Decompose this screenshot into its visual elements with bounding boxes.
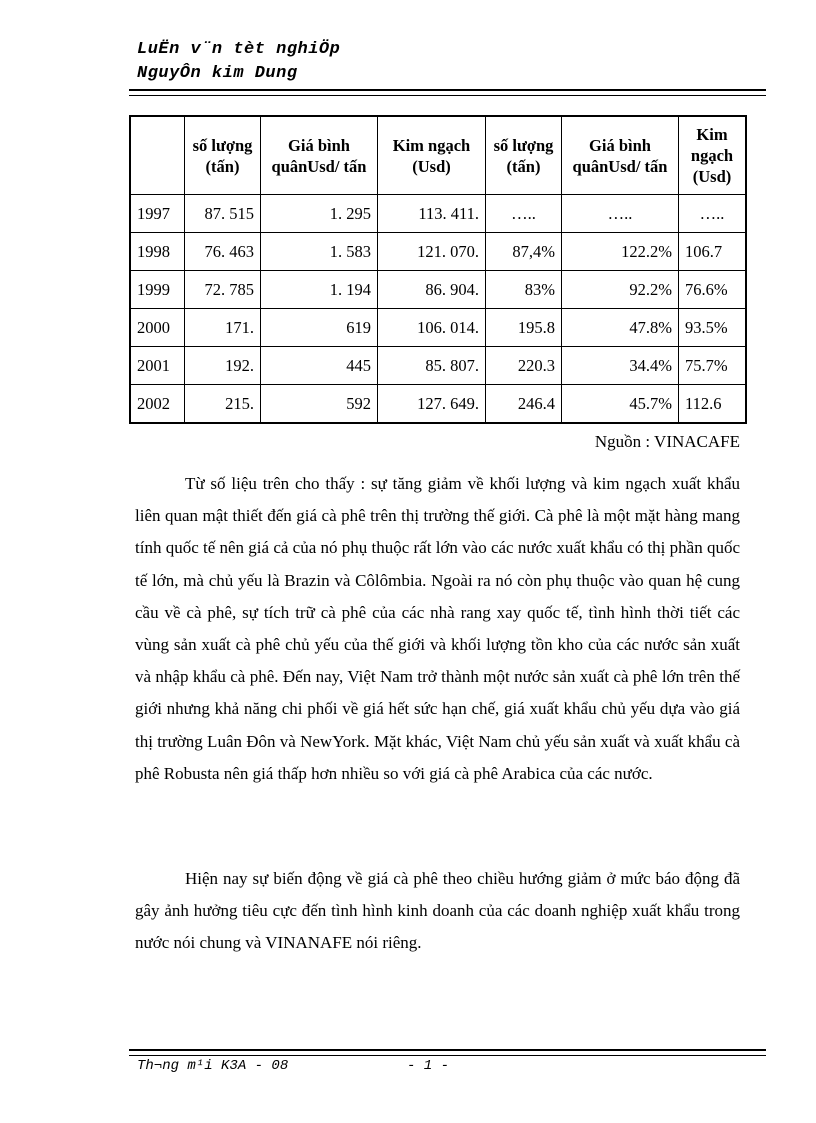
table-header-cell: Kim ngạch (Usd) xyxy=(378,116,486,195)
table-cell: 113. 411. xyxy=(378,195,486,233)
table-cell: 92.2% xyxy=(562,271,679,309)
table-cell: 72. 785 xyxy=(185,271,261,309)
table-row xyxy=(130,309,746,347)
table-header-cell: số lượng (tấn) xyxy=(486,116,562,195)
table-cell: 619 xyxy=(261,309,378,347)
table-cell: 246.4 xyxy=(486,385,562,424)
table-cell: 87. 515 xyxy=(185,195,261,233)
table-cell: 215. xyxy=(185,385,261,424)
table-cell: 220.3 xyxy=(486,347,562,385)
table-row xyxy=(130,347,746,385)
table-cell: 1. 583 xyxy=(261,233,378,271)
paragraph-1-text: Từ số liệu trên cho thấy : sự tăng giảm về khối lượng và kim ngạch xuất khẩu liên quan mật thiết đến giá cà phê trên thị trường thế giới. Cà phê là một mặt hàng mang tính quốc tế nên giá cả của nó phụ thuộc rất lớn vào các nước xuất khẩu có thị phần quốc tế lớn, mà chủ yếu là Brazin và Côlômbia. Ngoài ra nó còn phụ thuộc vào quan hệ cung cầu về cà phê, sự tích trữ cà phê của các nhà rang xay quốc tế, tình hình thời tiết các vùng sản xuất cà phê chủ yếu của thế giới và khối lượng tồn kho của các nước sản xuất và nhập khẩu cà phê. Đến nay, Việt Nam trở thành một nước sản xuất cà phê lớn trên thế giới nhưng khả năng chi phối về giá hết sức hạn chế, giá xuất khẩu chủ yếu dựa vào giá thị trường Luân Đôn và NewYork. Mặt khác, Việt Nam chủ yếu sản xuất và xuất khẩu cà phê Robusta nên giá thấp hơn nhiều so với giá cà phê Arabica của các nước. xyxy=(135,474,740,783)
table-row xyxy=(130,271,746,309)
table-row xyxy=(130,195,746,233)
table-cell: ….. xyxy=(679,195,747,233)
table-cell: 127. 649. xyxy=(378,385,486,424)
table-cell: 2000 xyxy=(130,309,185,347)
table-cell: 75.7% xyxy=(679,347,747,385)
table-cell: 1. 194 xyxy=(261,271,378,309)
paragraph-2 xyxy=(135,863,740,960)
page-number: - 1 - xyxy=(407,1058,450,1074)
footer-rule xyxy=(129,1049,766,1056)
footer-label: Th¬ng m¹i K3A - 08 xyxy=(137,1058,289,1074)
page-footer xyxy=(137,1058,737,1074)
table-cell: 45.7% xyxy=(562,385,679,424)
table-cell: 171. xyxy=(185,309,261,347)
table-header-cell: Kim ngạch (Usd) xyxy=(679,116,747,195)
export-table xyxy=(129,115,747,424)
table-header-cell xyxy=(130,116,185,195)
table-cell: 112.6 xyxy=(679,385,747,424)
table-cell: 1999 xyxy=(130,271,185,309)
table-cell: 83% xyxy=(486,271,562,309)
table-header-cell: Giá bình quânUsd/ tấn xyxy=(261,116,378,195)
table-cell: 445 xyxy=(261,347,378,385)
table-cell: 121. 070. xyxy=(378,233,486,271)
table-cell: 87,4% xyxy=(486,233,562,271)
table-cell: 76.6% xyxy=(679,271,747,309)
paragraph-1 xyxy=(135,468,740,790)
table-cell: 86. 904. xyxy=(378,271,486,309)
header-rule xyxy=(129,89,766,96)
table-header-cell: số lượng (tấn) xyxy=(185,116,261,195)
table-cell: 85. 807. xyxy=(378,347,486,385)
table-row xyxy=(130,385,746,424)
table-cell: 1998 xyxy=(130,233,185,271)
table-header-cell: Giá bình quânUsd/ tấn xyxy=(562,116,679,195)
table-row xyxy=(130,233,746,271)
header-title: LuËn v¨n tèt nghiÖp xyxy=(137,40,341,59)
paragraph-2-text: Hiện nay sự biến động về giá cà phê theo chiều hướng giảm ở mức báo động đã gây ảnh hưởng tiêu cực đến tình hình kinh doanh của các doanh nghiệp xuất khẩu trong nước nói chung và VINANAFE nói riêng. xyxy=(135,869,740,953)
table-cell: 592 xyxy=(261,385,378,424)
table-cell: ….. xyxy=(486,195,562,233)
table-cell: 195.8 xyxy=(486,309,562,347)
table-cell: 2002 xyxy=(130,385,185,424)
table-cell: 192. xyxy=(185,347,261,385)
table-cell: 76. 463 xyxy=(185,233,261,271)
table-header-row xyxy=(130,116,746,195)
header-author: NguyÔn kim Dung xyxy=(137,64,298,83)
table-cell: 122.2% xyxy=(562,233,679,271)
table-cell: 106. 014. xyxy=(378,309,486,347)
table-cell: 1997 xyxy=(130,195,185,233)
table-cell: 2001 xyxy=(130,347,185,385)
table-source: Nguồn : VINACAFE xyxy=(594,432,740,451)
page-header xyxy=(137,38,767,86)
table-cell: 34.4% xyxy=(562,347,679,385)
table-cell: 1. 295 xyxy=(261,195,378,233)
table-cell: 47.8% xyxy=(562,309,679,347)
table-cell: 93.5% xyxy=(679,309,747,347)
table-cell: ….. xyxy=(562,195,679,233)
table-cell: 106.7 xyxy=(679,233,747,271)
